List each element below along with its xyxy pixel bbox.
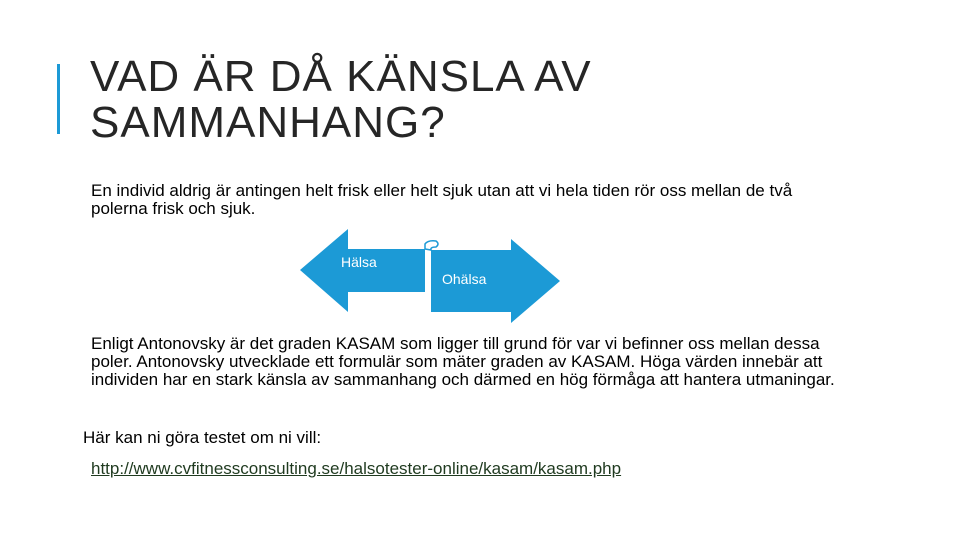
- arrow-curl: [425, 241, 438, 250]
- label-ohalsa: Ohälsa: [442, 271, 487, 287]
- title-line-2: SAMMANHANG?: [90, 98, 446, 147]
- intro-paragraph: En individ aldrig är antingen helt frisk eller helt sjuk utan att vi hela tiden rör oss mellan de två polerna frisk och sjuk.: [91, 181, 793, 218]
- arrow-left-halsa: [300, 229, 425, 312]
- test-prompt: Här kan ni göra testet om ni vill:: [83, 428, 322, 447]
- body-paragraph: Enligt Antonovsky är det graden KASAM som ligger till grund för var vi befinner oss mellan dessa poler. Antonovsky utvecklade ett formulär som mäter graden av KASAM. Höga värden innebär att individen har en stark känsla av sammanhang och därmed en hög förmåga att hantera utmaningar.: [91, 334, 835, 389]
- title-line-1: VAD ÄR DÅ KÄNSLA AV: [90, 52, 592, 101]
- kasam-test-link[interactable]: http://www.cvfitnessconsulting.se/halsotester-online/kasam/kasam.php: [91, 459, 622, 478]
- label-halsa: Hälsa: [341, 254, 377, 270]
